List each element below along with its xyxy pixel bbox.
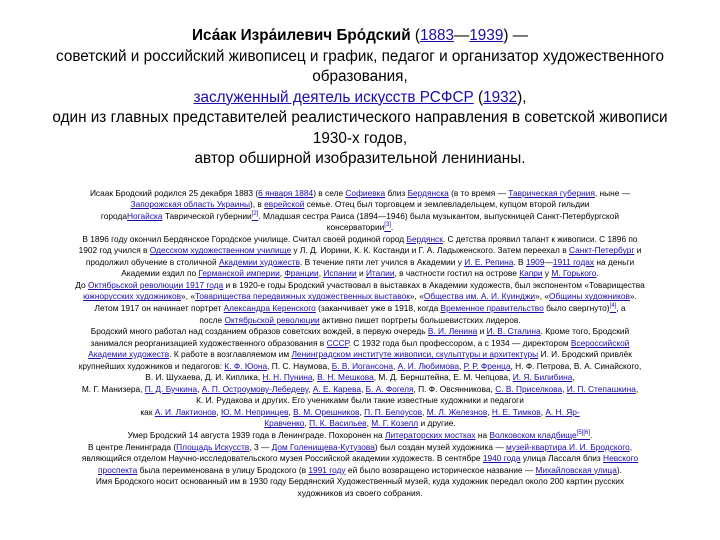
text: и в 1920-е годы Бродский участвовал в выставках в Академии художеств, был экспонентом «Товарищества bbox=[223, 279, 645, 290]
article-link[interactable]: Октябрьской революции 1917 года bbox=[87, 279, 224, 290]
text: , bbox=[216, 406, 221, 417]
text: . С детства проявил талант к живописи. С 1896 по bbox=[442, 233, 638, 244]
article-link[interactable]: В. М. Орешников bbox=[293, 406, 360, 417]
article-link[interactable]: А. И. Любимова bbox=[397, 360, 459, 371]
article-link[interactable]: Литераторских мостках bbox=[384, 429, 476, 440]
article-link[interactable]: П. Д. Бучкина bbox=[144, 383, 198, 394]
article-link[interactable]: И. Е. Репина bbox=[464, 256, 514, 267]
text: Таврической губернии bbox=[162, 210, 252, 221]
text: как bbox=[140, 406, 155, 417]
text: . Младшая сестра Раиса (1894—1946) была музыкантом, выпускницей Санкт-Петербургской bbox=[258, 210, 620, 221]
text-line bbox=[28, 257, 692, 269]
text-line bbox=[28, 418, 692, 430]
text-line bbox=[28, 303, 692, 315]
lead-line-4 bbox=[18, 88, 702, 109]
lead-line-7: автор обширной изобразительной ленинианы. bbox=[194, 150, 526, 167]
text: . bbox=[390, 222, 394, 233]
text: и bbox=[356, 268, 366, 279]
text-line bbox=[28, 384, 692, 396]
text-line bbox=[28, 361, 692, 373]
text-line bbox=[28, 188, 692, 200]
article-link[interactable]: Германской империи bbox=[198, 268, 280, 279]
text-line bbox=[28, 291, 692, 303]
text: была переименована в улицу Бродского (в bbox=[137, 464, 309, 475]
death-year-link[interactable]: 1939 bbox=[469, 27, 504, 44]
year-1932-link[interactable]: 1932 bbox=[483, 88, 518, 106]
article-link[interactable]: Одесском художественном училище bbox=[149, 245, 292, 256]
text: Летом 1917 он начинает портрет bbox=[94, 302, 224, 313]
paragraph-exhibitions bbox=[28, 280, 692, 326]
article-link[interactable]: Бердянска bbox=[407, 187, 449, 198]
text: , bbox=[540, 406, 546, 417]
article-link[interactable]: Октябрьской революции bbox=[224, 314, 320, 325]
text: До bbox=[75, 279, 88, 290]
article-link[interactable]: СССР bbox=[326, 337, 349, 348]
article-link[interactable]: К. Ф. Юона bbox=[224, 360, 268, 371]
text: (в то время — bbox=[448, 187, 509, 198]
article-link[interactable]: П. К. Васильев bbox=[309, 418, 367, 429]
text: , bbox=[359, 406, 365, 417]
text-line bbox=[28, 199, 692, 211]
article-link[interactable]: Академии художеств bbox=[88, 349, 170, 360]
lead-line-6: 1930-х годов, bbox=[312, 129, 408, 147]
text-line bbox=[28, 268, 692, 280]
text: , ныне — bbox=[594, 187, 631, 198]
article-link[interactable]: Испании bbox=[323, 268, 357, 279]
article-link[interactable]: И. П. Степашкина bbox=[566, 383, 636, 394]
article-link[interactable]: Санкт-Петербург bbox=[568, 245, 635, 256]
article-link[interactable]: В. Н. Мешкова bbox=[317, 372, 374, 383]
text: ), bbox=[517, 88, 527, 106]
article-link[interactable]: 1940 года bbox=[482, 453, 521, 464]
text-line bbox=[28, 395, 692, 407]
article-link[interactable]: Б. В. Иогансона bbox=[331, 360, 393, 371]
text-line bbox=[28, 430, 692, 442]
text-line bbox=[28, 372, 692, 384]
text: Академии ездил по bbox=[121, 268, 199, 279]
article-link[interactable]: Дом Голенищева-Кутузова bbox=[271, 441, 375, 452]
article-link[interactable]: А. П. Остроумову-Лебедеву bbox=[201, 383, 309, 394]
text: являющийся отделом Научно-исследовательского музея Российской академии художеств. В сентябре bbox=[81, 453, 483, 464]
text: близ bbox=[385, 187, 408, 198]
text-line bbox=[28, 349, 692, 361]
paragraph-education bbox=[28, 234, 692, 280]
article-link[interactable]: Ю. М. Непринцев bbox=[220, 406, 289, 417]
text: занимался реорганизацией художественного образования в bbox=[90, 337, 327, 348]
article-link[interactable]: Академии художеств bbox=[218, 256, 300, 267]
text-line bbox=[28, 280, 692, 292]
lead-line-1 bbox=[18, 26, 702, 47]
article-link[interactable]: Таврическая губерния bbox=[508, 187, 595, 198]
paragraph-academy bbox=[28, 326, 692, 430]
article-link[interactable]: С. В. Приселкова bbox=[495, 383, 563, 394]
text-line bbox=[28, 488, 692, 500]
text: , П. Ф. Овсянникова, bbox=[413, 383, 496, 394]
text: на bbox=[475, 429, 490, 440]
text: . bbox=[590, 429, 593, 440]
text: , в частности гостил на острове bbox=[394, 268, 520, 279]
article-link[interactable]: Франции bbox=[284, 268, 319, 279]
text: , bbox=[635, 383, 639, 394]
article-link[interactable]: Н. Е. Тимков bbox=[491, 406, 541, 417]
text: , bbox=[392, 360, 398, 371]
article-link[interactable]: М. Г. Козелл bbox=[371, 418, 419, 429]
text: и другие. bbox=[418, 418, 456, 429]
article-link[interactable]: А. Н. Яр- bbox=[545, 406, 580, 417]
text: . Кроме того, Бродский bbox=[540, 326, 630, 337]
text: , Н. Ф. Петрова, В. А. Синайского, bbox=[510, 360, 642, 371]
article-link[interactable]: Всероссийской bbox=[570, 337, 630, 348]
text: ), в bbox=[250, 199, 265, 210]
text: , bbox=[318, 268, 324, 279]
text: , bbox=[572, 372, 575, 383]
text: ) — bbox=[503, 27, 528, 44]
text: , а bbox=[616, 302, 626, 313]
article-link[interactable]: Ногайска bbox=[127, 210, 163, 221]
text: продолжил обучение в столичной bbox=[85, 256, 219, 267]
text-line bbox=[28, 476, 692, 488]
text: улица Лассаля близ bbox=[520, 453, 604, 464]
article-link[interactable]: Н. Н. Пунина bbox=[262, 372, 313, 383]
lead-line-5: один из главных представителей реалистического направления в советской живописи bbox=[52, 109, 668, 126]
paragraph-birth bbox=[28, 188, 692, 234]
text: семье. Отец был торговцем и землевладельцем, купцом второй гильдии bbox=[304, 199, 590, 210]
person-name: Иса́ак Изра́илевич Бро́дский bbox=[192, 27, 411, 44]
text: В. И. Шухаева, Д. И. Киплика, bbox=[145, 372, 263, 383]
text: консерватории bbox=[326, 222, 385, 233]
text: ) в селе bbox=[313, 187, 346, 198]
text: , bbox=[279, 268, 285, 279]
text: , bbox=[562, 383, 567, 394]
text: ( bbox=[410, 27, 420, 44]
lead-line-2: советский и российский живописец и график, педагог и организатор художественного bbox=[56, 47, 664, 65]
article-link[interactable]: Бердянск bbox=[406, 233, 443, 244]
honored-artist-link[interactable]: заслуженный деятель искусств РСФСР bbox=[193, 88, 474, 106]
text: В центре Ленинграда ( bbox=[87, 441, 177, 452]
text: ей было возвращено историческое название — bbox=[345, 464, 536, 475]
text: В 1896 году окончил Бердянское Городское училище. Считал своей родиной город bbox=[82, 233, 407, 244]
text: было свергнуто) bbox=[543, 302, 610, 313]
article-link[interactable]: Ленинградском институте живописи, скульптуры и архитектуры bbox=[291, 349, 539, 360]
text: у Л. Д. Иорини, К. К. Костанди и Г. А. Ладыженского. Затем переехал в bbox=[291, 245, 569, 256]
text: 1902 год учился в bbox=[78, 245, 150, 256]
text: ». bbox=[629, 291, 637, 302]
text: , bbox=[458, 360, 464, 371]
article-link[interactable]: 1909 bbox=[525, 256, 545, 267]
text: Имя Бродского носит основанный им в 1930 году Бердянский Художественный музей, куда художник передал около 200 картин русских bbox=[95, 476, 625, 487]
text-line bbox=[28, 338, 692, 350]
text: ) был создан музей художника — bbox=[374, 441, 506, 452]
article-link[interactable]: Софиевка bbox=[345, 187, 386, 198]
text: у bbox=[542, 268, 552, 279]
text: , bbox=[197, 383, 202, 394]
text: крупнейших художников и педагогов: bbox=[78, 360, 225, 371]
text: М. Г. Манизера, bbox=[81, 383, 145, 394]
footnote-reference-link[interactable]: [5][6] bbox=[576, 430, 591, 437]
text: активно пишет портреты большевистских лидеров. bbox=[319, 314, 521, 325]
birth-year-link[interactable]: 1883 bbox=[419, 27, 454, 44]
footnote-reference-link[interactable]: [4] bbox=[609, 303, 617, 310]
article-link[interactable]: Италии bbox=[365, 268, 395, 279]
article-link[interactable]: Временное правительство bbox=[440, 302, 544, 313]
text: », « bbox=[409, 291, 424, 302]
text-line bbox=[28, 315, 692, 327]
article-link[interactable]: Невского bbox=[603, 453, 639, 464]
text-line bbox=[28, 442, 692, 454]
text-line bbox=[28, 407, 692, 419]
text: К. И. Рудакова и других. Его учениками были такие известные художники и педагоги bbox=[196, 395, 524, 406]
text: ). bbox=[616, 464, 622, 475]
article-link[interactable]: Михайловская улица bbox=[535, 464, 617, 475]
article-link[interactable]: 1991 году bbox=[308, 464, 346, 475]
article-link[interactable]: И. Я. Билибина bbox=[512, 372, 573, 383]
article-link[interactable]: Товарищества передвижных художественных выставок bbox=[194, 291, 410, 302]
text: . bbox=[596, 268, 599, 279]
text: . В bbox=[513, 256, 526, 267]
text: (заканчивает уже в 1918, когда bbox=[315, 302, 441, 313]
article-link[interactable]: Запорожская область Украины bbox=[130, 199, 250, 210]
text-line bbox=[28, 245, 692, 257]
text: », « bbox=[535, 291, 550, 302]
text: , bbox=[487, 406, 492, 417]
text: и bbox=[477, 326, 487, 337]
article-link[interactable]: Площадь Искусств bbox=[176, 441, 250, 452]
text: , bbox=[304, 418, 310, 429]
text: , bbox=[360, 383, 366, 394]
footnote-reference-link[interactable]: [2] bbox=[251, 210, 259, 217]
text: , П. С. Наумова, bbox=[267, 360, 332, 371]
text: », « bbox=[181, 291, 195, 302]
text-line bbox=[28, 211, 692, 223]
text: . С 1932 года был профессором, а с 1934 — директором bbox=[348, 337, 571, 348]
text: И. И. Бродский привлёк bbox=[538, 349, 632, 360]
text: на деньги bbox=[594, 256, 635, 267]
article-link[interactable]: еврейской bbox=[264, 199, 305, 210]
text: ( bbox=[473, 88, 484, 106]
article-link[interactable]: В. И. Ленина bbox=[427, 326, 478, 337]
article-link[interactable]: Общины художников bbox=[549, 291, 630, 302]
article-link[interactable]: проспекта bbox=[98, 464, 138, 475]
text: Бродский много работал над созданием образов советских вождей, в первую очередь bbox=[90, 326, 428, 337]
text-line bbox=[28, 234, 692, 246]
text: после bbox=[199, 314, 225, 325]
paragraph-death-memory bbox=[28, 430, 692, 499]
text: Исаак Бродский родился 25 декабря 1883 ( bbox=[89, 187, 259, 198]
article-link[interactable]: Р. Р. Френца bbox=[463, 360, 511, 371]
text: , bbox=[308, 383, 313, 394]
article-link[interactable]: Кравченко bbox=[264, 418, 305, 429]
footnote-reference-link[interactable]: [3] bbox=[384, 222, 391, 229]
text-line bbox=[28, 326, 692, 338]
text-line bbox=[28, 465, 692, 477]
article-link[interactable]: Общества им. А. И. Куинджи bbox=[423, 291, 536, 302]
text: . К работе в возглавляемом им bbox=[169, 349, 292, 360]
text: , bbox=[422, 406, 427, 417]
article-link[interactable]: Волковском кладбище bbox=[489, 429, 577, 440]
text: . В течение пяти лет учился в Академии у bbox=[300, 256, 465, 267]
article-link[interactable]: М. Горького bbox=[551, 268, 597, 279]
article-link[interactable]: А. И. Лактионов bbox=[154, 406, 217, 417]
text: , bbox=[288, 406, 294, 417]
text: , bbox=[366, 418, 372, 429]
text: Умер Бродский 14 августа 1939 года в Ленинграде. Похоронен на bbox=[127, 429, 385, 440]
article-link[interactable]: Б. А. Фогеля bbox=[365, 383, 414, 394]
article-link[interactable]: П. П. Белоусов bbox=[364, 406, 423, 417]
text: города bbox=[100, 210, 128, 221]
article-link[interactable]: Александра Керенского bbox=[223, 302, 316, 313]
text-line bbox=[28, 222, 692, 234]
text: , М. Д. Бернштейна, Е. М. Чепцова, bbox=[373, 372, 513, 383]
text: художников из своего собрания. bbox=[297, 487, 423, 498]
lead-paragraph bbox=[18, 26, 702, 170]
lead-line-3: образования, bbox=[312, 68, 408, 85]
text-line bbox=[28, 453, 692, 465]
biography-body bbox=[18, 188, 702, 500]
text: — bbox=[544, 256, 553, 267]
article-link[interactable]: И. В. Сталина bbox=[486, 326, 541, 337]
article-link[interactable]: 6 января 1884 bbox=[258, 187, 314, 198]
article-link[interactable]: 1911 годах bbox=[552, 256, 595, 267]
text: , bbox=[312, 372, 318, 383]
article-link[interactable]: А. Е. Карева bbox=[312, 383, 361, 394]
article-link[interactable]: южнорусских художников bbox=[83, 291, 182, 302]
text: — bbox=[454, 27, 470, 44]
article-link[interactable]: М. Л. Железнов bbox=[426, 406, 488, 417]
text: , 3 — bbox=[249, 441, 272, 452]
article-link[interactable]: Капри bbox=[519, 268, 543, 279]
text: , bbox=[629, 441, 633, 452]
article-link[interactable]: музей-квартира И. И. Бродского bbox=[505, 441, 630, 452]
text: и bbox=[634, 245, 642, 256]
